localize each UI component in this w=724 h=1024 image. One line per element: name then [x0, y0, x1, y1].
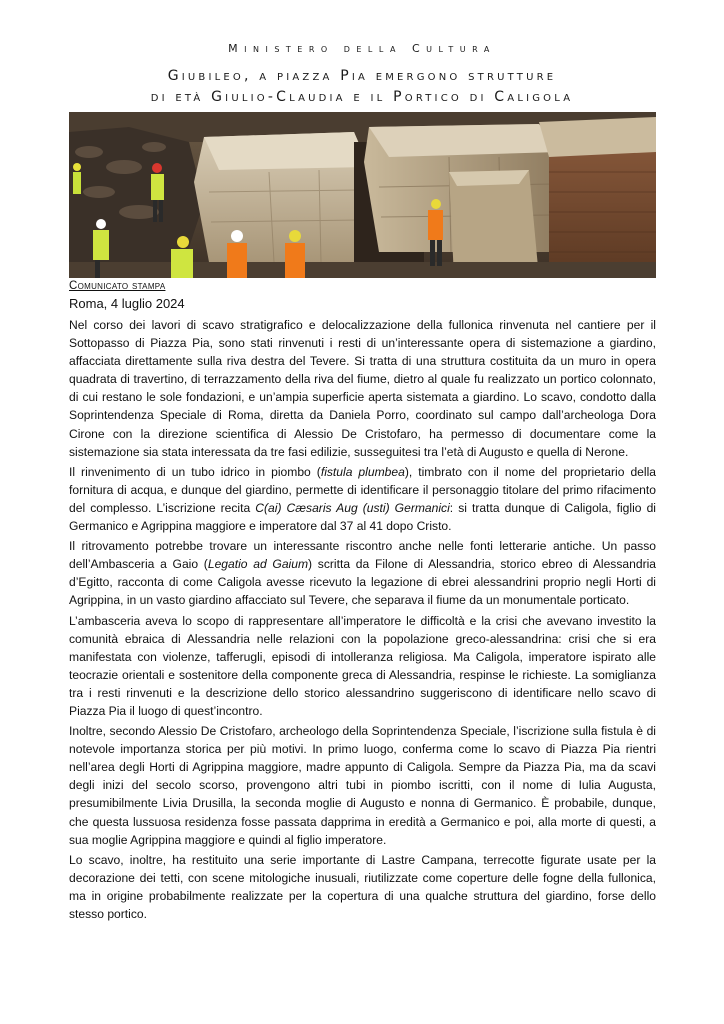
fistula-plumbea-term: fistula plumbea [320, 464, 405, 479]
article-body [69, 316, 656, 925]
release-date: Roma, 4 luglio 2024 [69, 296, 185, 311]
ministry-heading: Ministero della Cultura [228, 42, 496, 55]
inscription-text: C(ai) Cæsaris Aug (usti) Germanici [255, 500, 450, 515]
press-release-label: Comunicato stampa [69, 280, 166, 292]
title-line-2: di età Giulio-Claudia e il Portico di Caligola [150, 89, 574, 105]
paragraph-2-text-c: ), timbrato con il nome del proprietario della fornitura di acqua, e dunque del giardino, permette di identificare il personaggio titolare del primo rifacimento del complesso. L’iscrizione recita [69, 464, 656, 515]
paragraph-5: Inoltre, secondo Alessio De Cristofaro, archeologo della Soprintendenza Speciale, l’iscrizione sulla fistula è di notevole importanza storica per più motivi. In primo luogo, conferma come lo scavo di Piazza Pia rientri nell’area degli Horti di Agrippina maggiore, madre appunto di Caligola. Sempre da Piazza Pia, ma da scavi degli inizi del secolo scorso, provengono altri tubi in piombo iscritti, con il nome di Iulia Augusta, presumibilmente Livia Drusilla, la seconda moglie di Augusto e nonna di Germanico. È probabile, dunque, che questa lussuosa residenza fosse passata dapprima in eredità a Germanico e poi, alla morte di questi, a sua moglie Agrippina maggiore e quindi al figlio imperatore. [69, 724, 656, 847]
paragraph-3 [69, 537, 656, 609]
title-line-1: Giubileo, a piazza Pia emergono strutture [167, 68, 557, 84]
paragraph-3-text-a: Il ritrovamento potrebbe trovare un interessante riscontro anche nelle fonti letterarie antiche. Un passo dell’Ambasceria a Gaio ( [69, 539, 656, 572]
paragraph-4: L’ambasceria aveva lo scopo di rappresentare all’imperatore le difficoltà e la crisi che avevano investito la comunità ebraica di Alessandria nelle relazioni con la popolazione greco-alessandrina: crisi che si era manifestata con violenze, tafferugli, episodi di intolleranza religiosa. Ma Caligola, imperatore ispirato alle teocrazie orientali e sostenitore della componente greca di Alessandria, respinse le richieste. La somiglianza tra i resti rinvenuti e la descrizione dello storico alessandrino suggeriscono di identificare nello scavo di Piazza Pia il luogo di quest’incontro. [69, 613, 656, 718]
paragraph-2-text-e: : si tratta dunque di Caligola, figlio di Germanico e Agrippina maggiore e imperatore dal 37 al 41 dopo Cristo. [69, 500, 656, 534]
document-title [40, 66, 684, 108]
paragraph-2-text-a: Il rinvenimento di un tubo idrico in piombo ( [69, 464, 321, 479]
paragraph-2 [69, 463, 656, 535]
paragraph-6: Lo scavo, inoltre, ha restituito una serie importante di Lastre Campana, terrecotte figurate usate per la decorazione dei tetti, con scene mitologiche inusuali, riutilizzate come coperture delle fogne della fullonica, ma in origine probabilmente realizzate per la copertura di una qualche struttura del giardino, forse dello stesso portico. [69, 852, 656, 921]
paragraph-1: Nel corso dei lavori di scavo stratigrafico e delocalizzazione della fullonica rinvenuta nel cantiere per il Sottopasso di Piazza Pia, sono stati rinvenuti i resti di un’interessante opera di sistemazione a giardino, affacciata direttamente sulla riva destra del Tevere. Si tratta di una struttura costituita da un muro in opera quadrata di travertino, di terrazzamento della riva del fiume, dietro al quale fu realizzato un portico colonnato, di cui restano le sole fondazioni, e un’ampia superficie aperta sistemata a giardino. Lo scavo, condotto dalla Soprintendenza Speciale di Roma, diretta da Daniela Porro, coordinato sul campo dall’archeologa Dora Cirone con la direzione scientifica di Alessio De Cristofaro, ha permesso di documentare come la sistemazione sia stata interessata da tre fasi edilizie, susseguitesi tra l’età di Augusto e quella di Nerone. [69, 318, 656, 459]
excavation-photo [69, 112, 656, 278]
excavation-photo-illustration [69, 112, 656, 278]
legatio-title: Legatio ad Gaium [207, 557, 309, 572]
paragraph-3-text-c: ) scritta da Filone di Alessandria, storico ebreo di Alessandria d’Egitto, racconta di come Caligola avesse ricevuto la legazione di ebrei alessandrini proprio negli Horti di Agrippina, in un vasto giardino affacciato sul Tevere, che separava il fiume da un monumentale porticato. [69, 557, 657, 608]
